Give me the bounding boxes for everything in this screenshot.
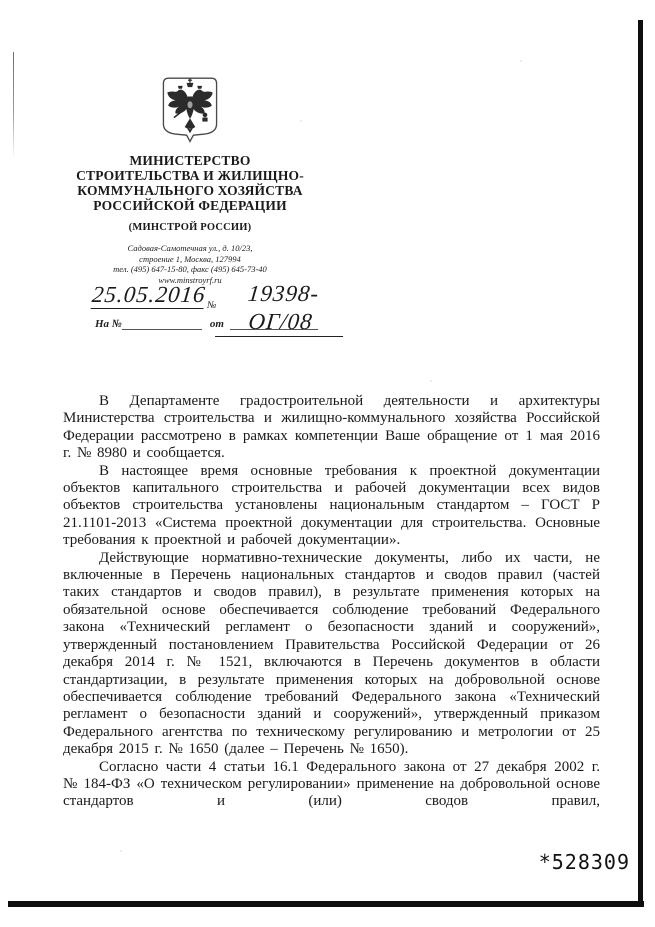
scan-edge-right-border [638,20,643,907]
address-line: www.minstroyrf.ru [158,274,222,285]
body-paragraph: В настоящее время основные требования к проектной документации объектов капитального строительства и рабочей документации всех видов объектов строительства установлены национальным стандартом – ГОСТ Р 21.1101-2013 «Система проектной документации для строительства. Основные требования к проектной и рабочей документации». [63,462,600,549]
ministry-name-line: РОССИЙСКОЙ ФЕДЕРАЦИИ [93,198,287,213]
address-line: Садовая-Самотечная ул., д. 10/23, [127,243,253,253]
scan-edge-left-line [13,52,14,160]
ministry-name-line: СТРОИТЕЛЬСТВА И ЖИЛИЩНО- [76,168,304,183]
handwritten-outgoing-number: 19398-ОГ/08 [215,280,349,337]
body-paragraph: В Департаменте градостроительной деятельности и архитектуры Министерства строительства и жилищно-коммунального хозяйства Российской Федерации рассмотрено в рамках компетенции Ваше обращение от 1 мая 2016 г. № 8980 и сообщается. [63,393,600,462]
reply-date-label: от [209,318,224,330]
ministry-name [40,153,340,213]
scan-speck [120,850,122,852]
address-line: тел. (495) 647-15-80, факс (495) 645-73-40 [113,264,267,274]
handwritten-date: 25.05.2016 [90,282,207,307]
reference-row [95,318,355,330]
body-paragraph: Действующие нормативно-технические документы, либо их части, не включенные в Перечень национальных стандартов и сводов правил (частей таких стандартов и сводов правил), в результате применения которых на обязательной основе обеспечивается соблюдение требований Федерального закона «Технический регламент о безопасности зданий и сооружений», утвержденный постановлением Правительства Российской Федерации от 26 декабря 2014 г. № 1521, включаются в Перечень документов в области стандартизации, в результате применения которых на добровольной основе обеспечивается соблюдение требований Федерального закона «Технический регламент о безопасности зданий и сооружений», утвержденный приказом Федерального агентства по техническому регулированию и метрологии от 25 декабря 2015 г. № 1650 (далее – Перечень № 1650). [63,549,600,758]
ministry-name-line: МИНИСТЕРСТВО [129,153,251,168]
ministry-name-line: КОММУНАЛЬНОГО ХОЗЯЙСТВА [77,183,303,198]
scan-speck [430,380,432,382]
blank-line [230,318,318,330]
letterhead [40,75,340,285]
russian-coat-of-arms-icon [161,75,219,149]
number-sign-label: № [207,300,217,311]
letter-body [63,393,600,811]
scan-edge-bottom-border [8,901,644,907]
address-block [40,243,340,285]
scan-speck [520,60,522,62]
body-paragraph: Согласно части 4 статьи 16.1 Федерального закона от 27 декабря 2002 г. № 184-ФЗ «О техническом регулировании» применение на добровольной основе стандартов и (или) сводов правил, [63,758,600,810]
blank-line [122,318,202,330]
address-line: строение 1, Москва, 127994 [139,253,241,264]
ministry-short-name: (МИНСТРОЙ РОССИИ) [128,222,252,233]
reply-to-label: На № [95,318,122,330]
registration-stamp-number: *528309 [538,850,630,874]
